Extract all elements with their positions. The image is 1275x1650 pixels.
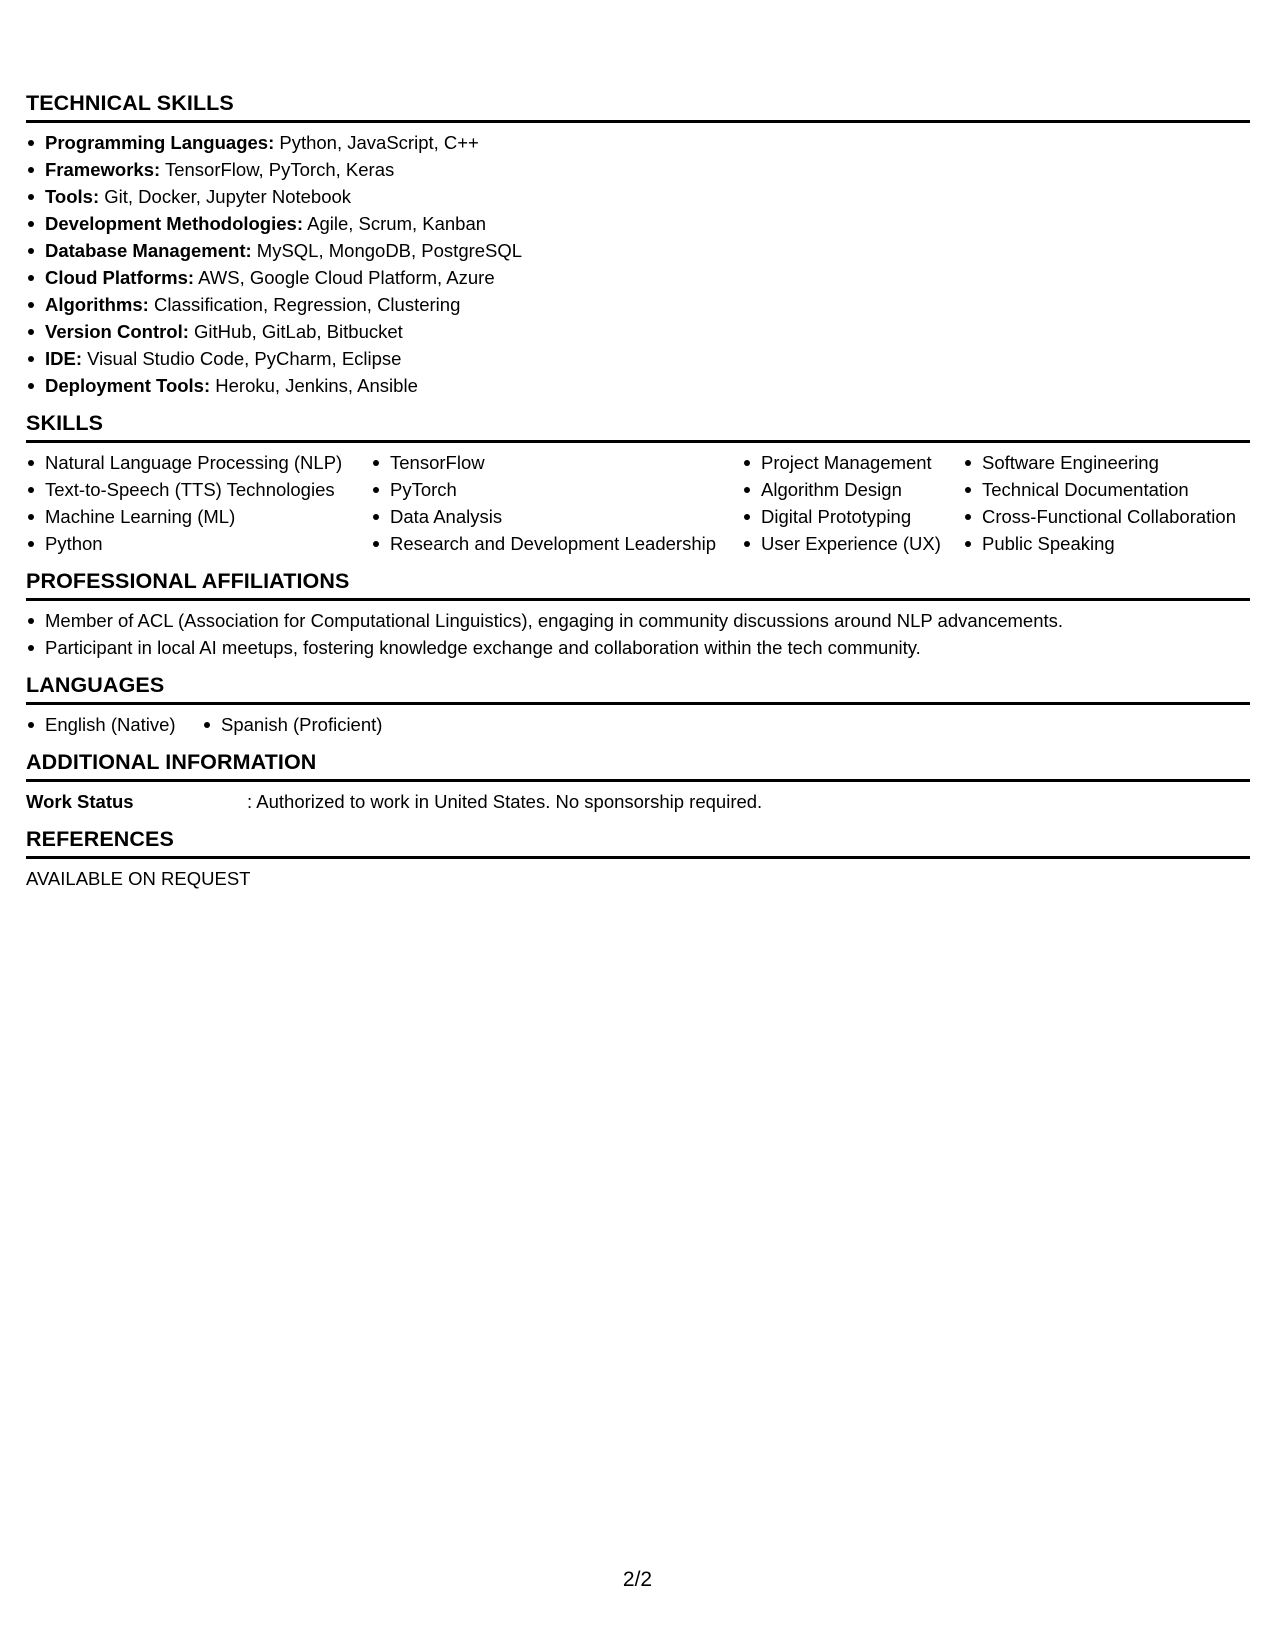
list-item: Natural Language Processing (NLP): [26, 449, 371, 476]
list-item: [26, 210, 1250, 237]
list-item: English (Native): [26, 711, 202, 738]
item-value: Heroku, Jenkins, Ansible: [210, 375, 418, 396]
item-label: Version Control:: [45, 321, 189, 342]
list-item: [26, 318, 1250, 345]
item-label: Cloud Platforms:: [45, 267, 195, 288]
item-value: TensorFlow, PyTorch, Keras: [160, 159, 395, 180]
list-item: [26, 291, 1250, 318]
list-item: Project Management: [742, 449, 963, 476]
item-label: Database Management:: [45, 240, 252, 261]
item-value: Python, JavaScript, C++: [274, 132, 479, 153]
references-section: [26, 826, 1250, 892]
list-item: [26, 237, 1250, 264]
list-item: [26, 264, 1250, 291]
section-title-references: REFERENCES: [26, 826, 1250, 859]
skills-column: [26, 449, 371, 557]
section-title-skills: SKILLS: [26, 410, 1250, 443]
list-item: Technical Documentation: [963, 476, 1250, 503]
list-item: Spanish (Proficient): [202, 711, 382, 738]
skills-column: [742, 449, 963, 557]
work-status-label: Work Status: [26, 791, 134, 812]
item-value: Git, Docker, Jupyter Notebook: [99, 186, 352, 207]
list-item: Machine Learning (ML): [26, 503, 371, 530]
technical-skills-section: [26, 90, 1250, 399]
list-item: [26, 183, 1250, 210]
page-number: 2/2: [622, 1568, 653, 1591]
list-item: Data Analysis: [371, 503, 742, 530]
list-item: Text-to-Speech (TTS) Technologies: [26, 476, 371, 503]
languages-column: [202, 711, 382, 738]
languages-column: [26, 711, 202, 738]
work-status-value: : Authorized to work in United States. No sponsorship required.: [247, 791, 763, 812]
affiliations-section: [26, 568, 1250, 661]
list-item: [26, 345, 1250, 372]
list-item: Member of ACL (Association for Computational Linguistics), engaging in community discussions around NLP advancements.: [26, 607, 1250, 634]
resume-page: [26, 90, 1250, 903]
item-label: Deployment Tools:: [45, 375, 211, 396]
list-item: Public Speaking: [963, 530, 1250, 557]
item-label: IDE:: [45, 348, 82, 369]
item-label: Algorithms:: [45, 294, 149, 315]
list-item: Cross-Functional Collaboration: [963, 503, 1250, 530]
item-value: Visual Studio Code, PyCharm, Eclipse: [82, 348, 402, 369]
skills-column: [371, 449, 742, 557]
languages-row: [26, 711, 1250, 738]
additional-info-section: [26, 749, 1250, 815]
item-value: Classification, Regression, Clustering: [148, 294, 461, 315]
languages-section: [26, 672, 1250, 738]
item-value: Agile, Scrum, Kanban: [303, 213, 487, 234]
item-label: Development Methodologies:: [45, 213, 303, 234]
item-value: GitHub, GitLab, Bitbucket: [188, 321, 403, 342]
list-item: TensorFlow: [371, 449, 742, 476]
item-value: AWS, Google Cloud Platform, Azure: [194, 267, 495, 288]
section-title-additional-info: ADDITIONAL INFORMATION: [26, 749, 1250, 782]
list-item: [26, 156, 1250, 183]
skills-grid: [26, 449, 1250, 557]
section-title-affiliations: PROFESSIONAL AFFILIATIONS: [26, 568, 1250, 601]
list-item: Research and Development Leadership: [371, 530, 742, 557]
list-item: [26, 372, 1250, 399]
section-title-languages: LANGUAGES: [26, 672, 1250, 705]
item-label: Frameworks:: [45, 159, 161, 180]
affiliations-list: [26, 607, 1250, 661]
list-item: Software Engineering: [963, 449, 1250, 476]
list-item: User Experience (UX): [742, 530, 963, 557]
list-item: PyTorch: [371, 476, 742, 503]
work-status-row: [26, 788, 1250, 815]
section-title-technical-skills: TECHNICAL SKILLS: [26, 90, 1250, 123]
item-value: MySQL, MongoDB, PostgreSQL: [251, 240, 523, 261]
skills-section: [26, 410, 1250, 557]
list-item: Python: [26, 530, 371, 557]
list-item: Algorithm Design: [742, 476, 963, 503]
item-label: Tools:: [45, 186, 100, 207]
list-item: [26, 129, 1250, 156]
skills-column: [963, 449, 1250, 557]
item-label: Programming Languages:: [45, 132, 275, 153]
references-text: AVAILABLE ON REQUEST: [26, 868, 251, 889]
list-item: Digital Prototyping: [742, 503, 963, 530]
list-item: Participant in local AI meetups, fostering knowledge exchange and collaboration within the tech community.: [26, 634, 1250, 661]
technical-skills-list: [26, 129, 1250, 399]
